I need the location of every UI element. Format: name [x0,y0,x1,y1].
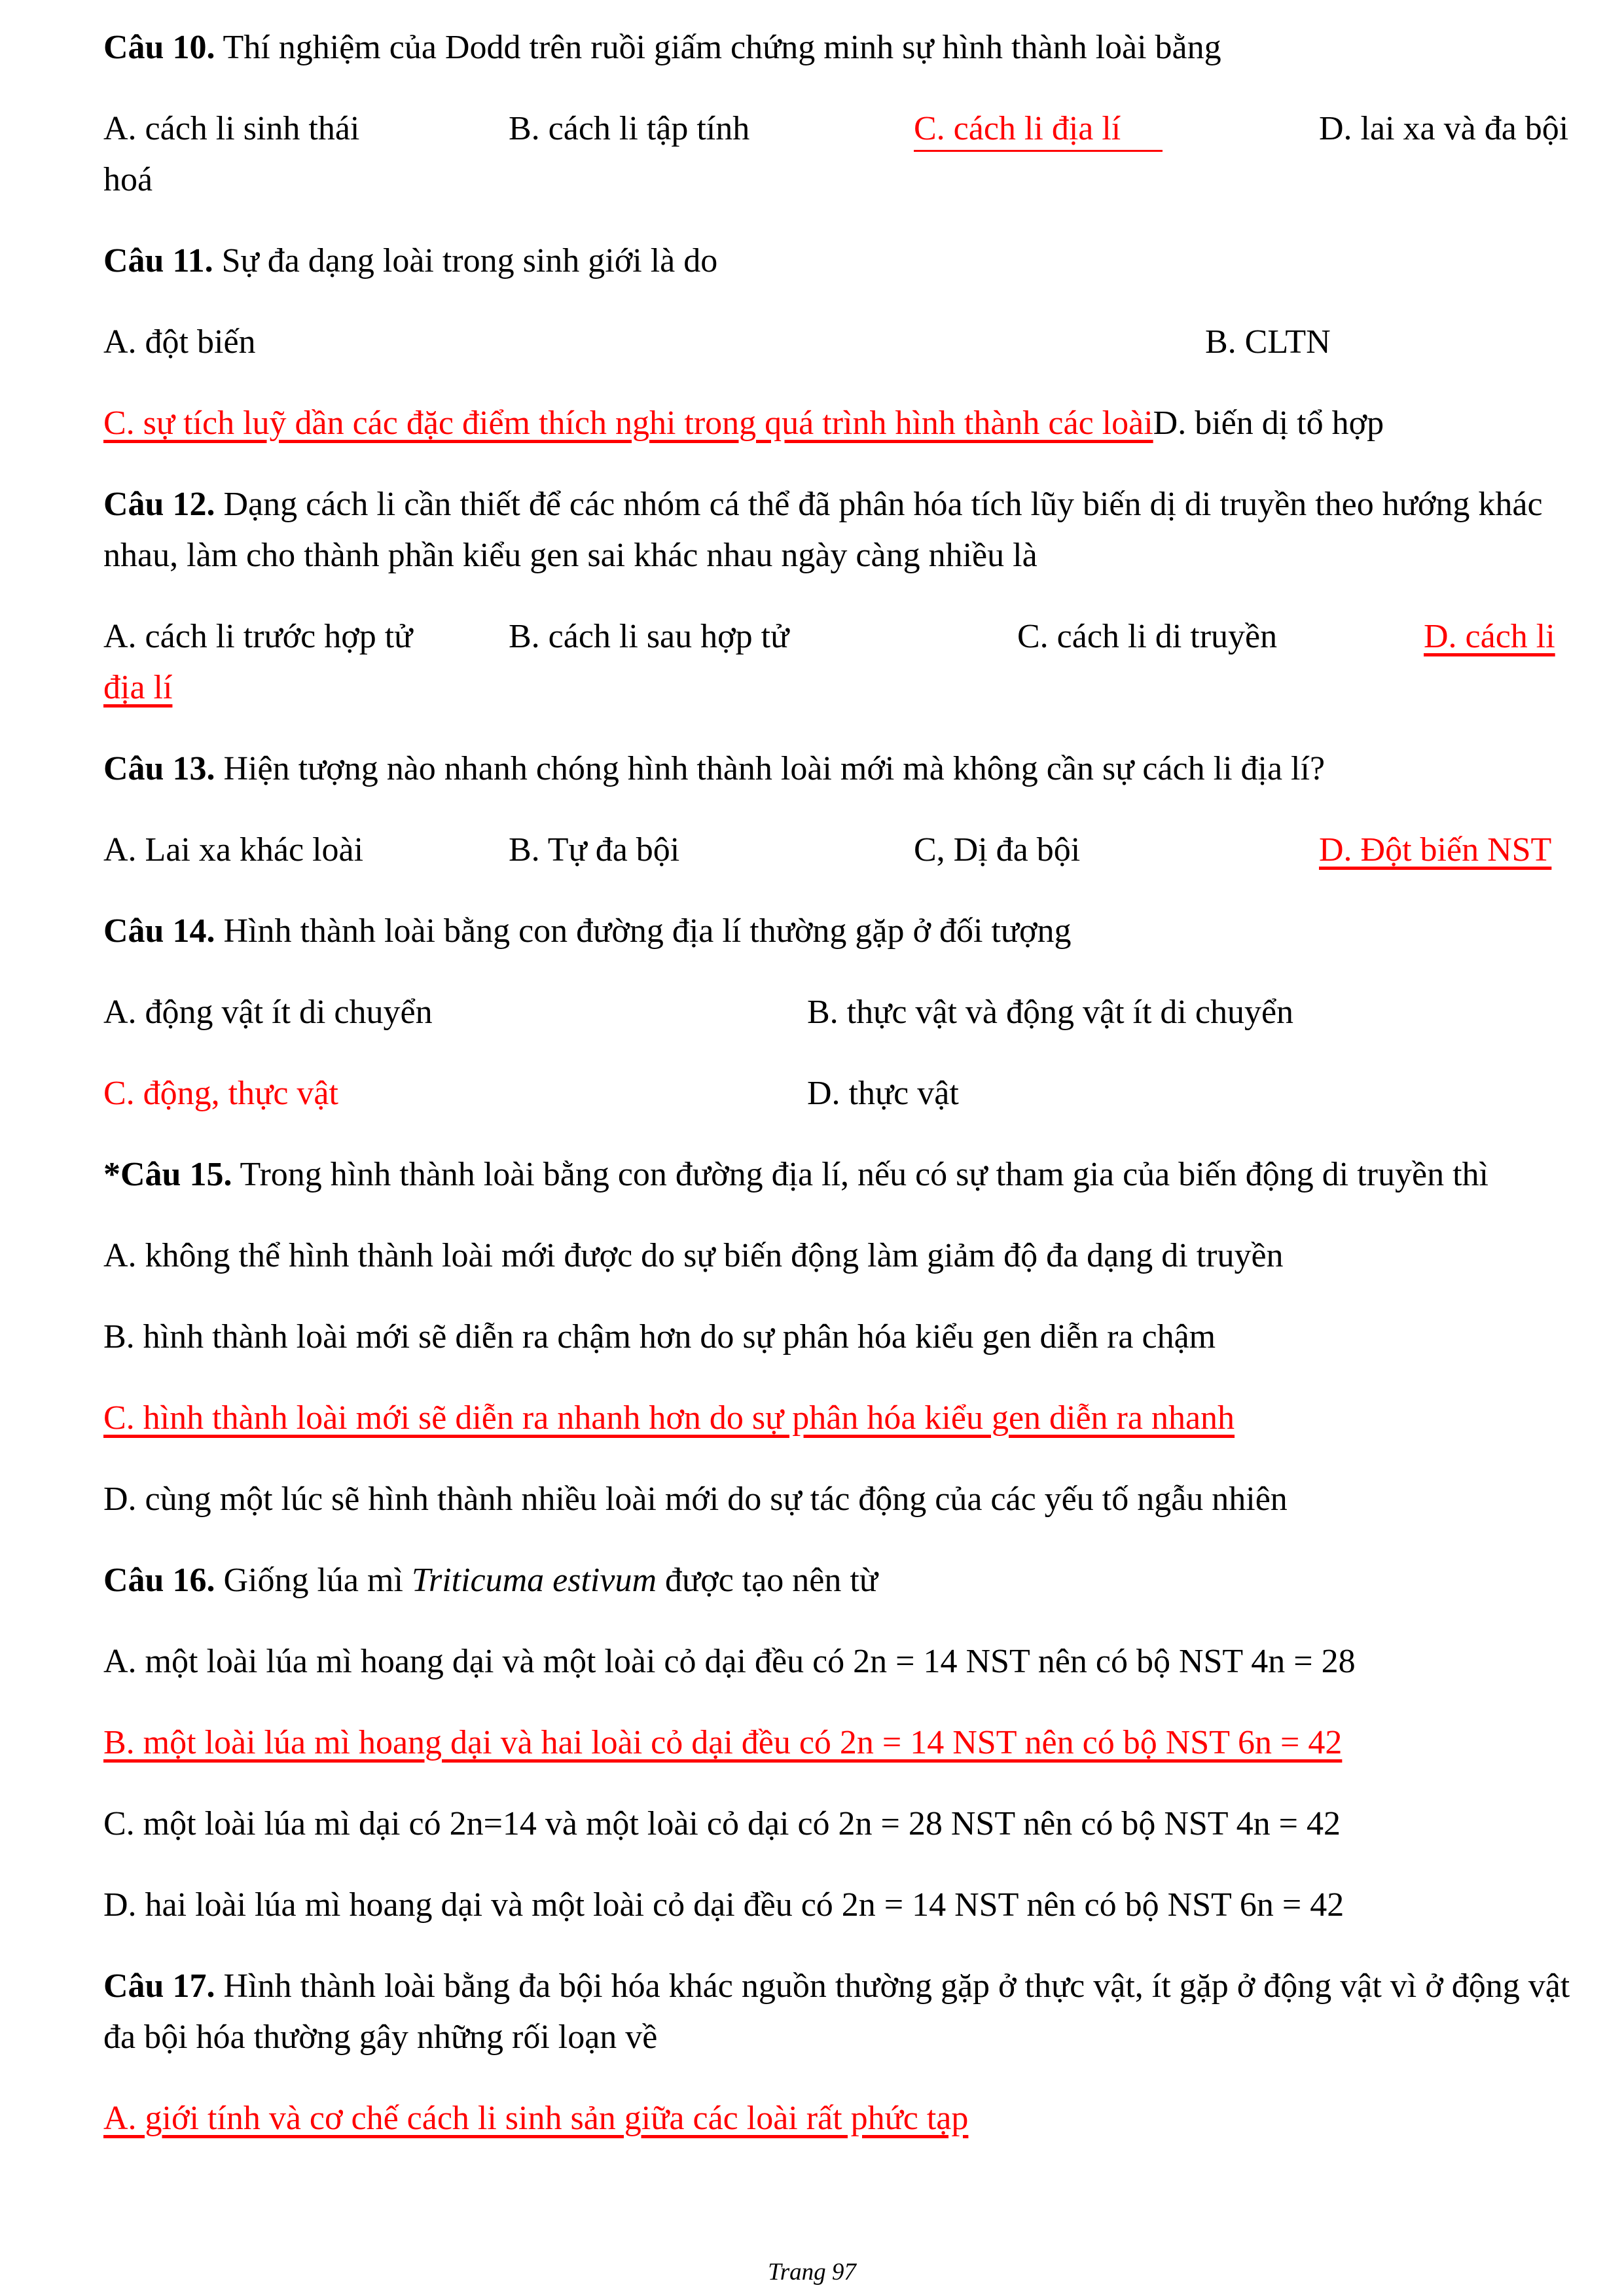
q12-option-b: B. cách li sau hợp tử [509,618,789,655]
q16-option-d: D. hai loài lúa mì hoang dại và một loài cỏ dại đều có 2n = 14 NST nên có bộ NST 6n = 42 [103,1886,1344,1924]
question-15-label: *Câu 15. [103,1156,232,1193]
question-10-text: Thí nghiệm của Dodd trên ruồi giấm chứng minh sự hình thành loài bằng [223,29,1221,66]
q10-option-c-answer: C. cách li địa lí [914,110,1163,152]
question-16-text-pre: Giống lúa mì [223,1562,412,1599]
q14-option-b: B. thực vật và động vật ít di chuyển [807,994,1294,1031]
q10-option-d: D. lai xa và đa bội hoá [103,110,1569,198]
question-14-options-row-2 [103,1068,1586,1119]
q14-option-d: D. thực vật [807,1075,959,1112]
question-16-label: Câu 16. [103,1562,215,1599]
q12-option-d-answer: D. cách li địa lí [103,618,1555,706]
question-11-options-row-1 [103,317,1586,368]
q16-option-a: A. một loài lúa mì hoang dại và một loài cỏ dại đều có 2n = 14 NST nên có bộ NST 4n = 28 [103,1643,1356,1680]
q12-option-a: A. cách li trước hợp tử [103,618,413,655]
question-13-label: Câu 13. [103,750,215,787]
page-number: Trang 97 [768,2259,856,2286]
question-12-text: Dạng cách li cần thiết để các nhóm cá thể đã phân hóa tích lũy biến dị di truyền theo hướng khác nhau, làm cho thành phần kiểu gen sai khác nhau ngày càng nhiều là [103,486,1543,574]
question-16-text-post: được tạo nên từ [657,1562,878,1599]
q12-option-c: C. cách li di truyền [1017,618,1278,655]
question-11-options-row-2 [103,398,1586,449]
question-10-label: Câu 10. [103,29,215,66]
question-17-heading [103,1961,1586,2063]
question-16-heading [103,1555,1586,1606]
question-12-heading [103,479,1586,581]
question-11-label: Câu 11. [103,242,213,279]
q13-option-a: A. Lai xa khác loài [103,831,364,869]
question-14-text: Hình thành loài bằng con đường địa lí thường gặp ở đối tượng [223,912,1072,950]
q16-option-c: C. một loài lúa mì dại có 2n=14 và một loài cỏ dại có 2n = 28 NST nên có bộ NST 4n = 42 [103,1805,1341,1842]
q11-option-c-answer: C. sự tích luỹ dần các đặc điểm thích nghi trong quá trình hình thành các loài [103,404,1153,442]
question-14-label: Câu 14. [103,912,215,950]
q11-option-a: A. đột biến [103,323,256,361]
q15-option-d: D. cùng một lúc sẽ hình thành nhiều loài mới do sự tác động của các yếu tố ngẫu nhiên [103,1480,1288,1518]
question-17-label: Câu 17. [103,1967,215,2005]
question-17-text: Hình thành loài bằng đa bội hóa khác nguồn thường gặp ở thực vật, ít gặp ở động vật vì ở động vật đa bội hóa thường gây những rối loạn về [103,1967,1570,2056]
q13-option-d-answer: D. Đột biến NST [1319,831,1552,869]
question-10-options [103,103,1586,206]
question-15-heading [103,1149,1586,1200]
q13-option-b: B. Tự đa bội [509,831,680,869]
q11-option-d: D. biến dị tổ hợp [1153,404,1384,442]
q15-option-a: A. không thể hình thành loài mới được do sự biến động làm giảm độ đa dạng di truyền [103,1237,1284,1274]
q17-option-a-answer: A. giới tính và cơ chế cách li sinh sản giữa các loài rất phức tạp [103,2100,969,2137]
question-12-options [103,611,1586,713]
question-13-heading [103,744,1586,795]
question-13-text: Hiện tượng nào nhanh chóng hình thành loài mới mà không cần sự cách li địa lí? [223,750,1326,787]
q13-option-c: C, Dị đa bội [914,831,1081,869]
question-13-options [103,825,1586,876]
q15-option-c-answer: C. hình thành loài mới sẽ diễn ra nhanh hơn do sự phân hóa kiểu gen diễn ra nhanh [103,1399,1235,1437]
question-14-heading [103,906,1586,957]
question-11-heading [103,236,1586,287]
q14-option-c [103,1068,799,1119]
q15-option-b: B. hình thành loài mới sẽ diễn ra chậm hơn do sự phân hóa kiểu gen diễn ra chậm [103,1318,1216,1355]
q16-option-b-answer: B. một loài lúa mì hoang dại và hai loài cỏ dại đều có 2n = 14 NST nên có bộ NST 6n = 42 [103,1724,1343,1761]
question-15-text: Trong hình thành loài bằng con đường địa lí, nếu có sự tham gia của biến động di truyền thì [240,1156,1489,1193]
question-16-species-name: Triticuma estivum [411,1562,657,1599]
question-12-label: Câu 12. [103,486,215,523]
q14-option-a: A. động vật ít di chuyển [103,994,433,1031]
q11-option-b: B. CLTN [1205,323,1331,361]
q10-option-c [914,103,1310,154]
question-10-heading [103,22,1586,73]
question-11-text: Sự đa dạng loài trong sinh giới là do [221,242,718,279]
question-14-options-row-1 [103,987,1586,1038]
q10-option-a: A. cách li sinh thái [103,110,360,147]
q10-option-b: B. cách li tập tính [509,110,750,147]
q14-option-c-answer: C. động, thực vật [103,1075,338,1112]
